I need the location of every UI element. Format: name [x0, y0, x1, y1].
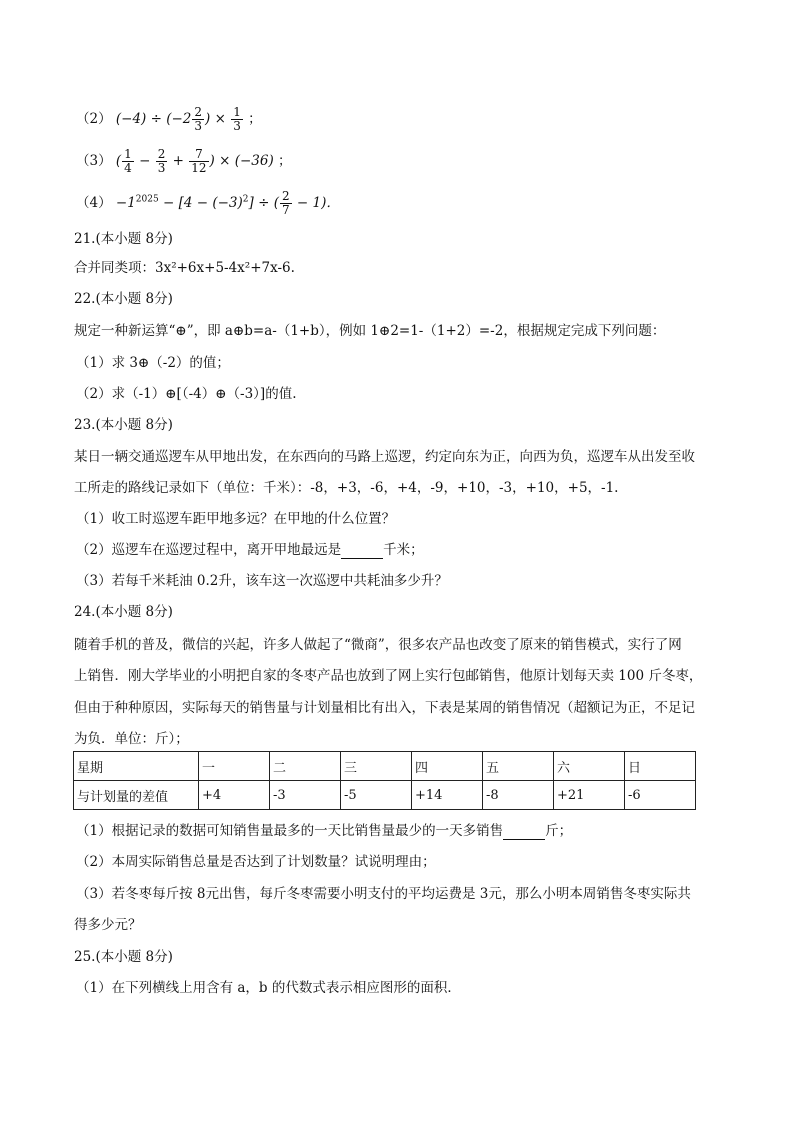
table-cell: -8 — [483, 781, 554, 810]
table-cell: +21 — [554, 781, 625, 810]
table-cell: +4 — [199, 781, 270, 810]
punctuation: ； — [278, 153, 292, 169]
q24-text-line3: 但由于种种原因，实际每天的销售量与计划量相比有出入，下表是某周的销售情况（超额记为正，不足记 — [74, 700, 695, 716]
q24-part1 — [76, 822, 572, 840]
q20-part4 — [76, 190, 340, 217]
fraction — [189, 148, 208, 175]
numerator: 7 — [189, 148, 208, 162]
numerator: 2 — [194, 105, 203, 119]
fraction — [192, 106, 204, 133]
math-operator: + — [172, 153, 184, 169]
table-cell: 二 — [270, 752, 341, 781]
q20-part2 — [76, 106, 262, 133]
table-cell: -6 — [625, 781, 696, 810]
q23-part1: （1）收工时巡逻车距甲地多远？在甲地的什么位置？ — [76, 511, 396, 527]
question-text: （1）根据记录的数据可知销售量最多的一天比销售量最少的一天多销售 — [76, 823, 504, 839]
q21-heading: 21.(本小题 8分) — [74, 231, 173, 247]
math-expr: ] ÷ ( — [248, 195, 279, 211]
q24-text-line4: 为负．单位：斤）； — [74, 731, 189, 747]
exponent: 2025 — [135, 194, 159, 205]
table-cell: +14 — [412, 781, 483, 810]
table-cell: 与计划量的差值 — [74, 781, 199, 810]
answer-blank[interactable] — [341, 544, 383, 559]
math-expr: − 1)． — [292, 195, 340, 211]
numerator: 1 — [233, 105, 241, 119]
numerator: 2 — [157, 147, 166, 161]
fraction — [122, 148, 134, 175]
part-label: （4） — [76, 195, 112, 211]
table-cell: 五 — [483, 752, 554, 781]
q24-heading: 24.(本小题 8分) — [74, 604, 173, 620]
denominator: 7 — [281, 203, 290, 217]
table-header-row — [74, 752, 696, 781]
denominator: 3 — [157, 161, 166, 175]
math-expr: ) × (−36) — [209, 153, 274, 169]
question-text: 斤； — [545, 823, 573, 839]
punctuation: ； — [248, 111, 262, 127]
denominator: 4 — [124, 161, 132, 175]
math-operator: − — [139, 153, 151, 169]
q23-part2 — [76, 541, 424, 559]
numerator: 2 — [281, 189, 290, 203]
math-expr: − [4 − (−3) — [158, 195, 243, 211]
table-cell: 星期 — [74, 752, 199, 781]
denominator: 3 — [233, 119, 241, 133]
q23-text-line2: 工所走的路线记录如下（单位：千米）：-8，+3，-6，+4，-9，+10，-3，+10，+5，-1. — [74, 480, 619, 496]
fraction — [156, 148, 168, 175]
table-cell: 一 — [199, 752, 270, 781]
table-cell: 六 — [554, 752, 625, 781]
question-text: （2）巡逻车在巡逻过程中，离开甲地最远是 — [76, 542, 342, 558]
part-label: （3） — [76, 153, 112, 169]
math-expr: (−4) ÷ (−2 — [115, 111, 192, 127]
q22-part2: （2）求（-1）⊕[（-4）⊕（-3）]的值. — [76, 386, 297, 402]
sales-table — [73, 751, 696, 810]
exponent: 2 — [242, 194, 249, 205]
q22-part1: （1）求 3⊕（-2）的值； — [76, 355, 230, 371]
table-cell: 三 — [341, 752, 412, 781]
table-cell: 四 — [412, 752, 483, 781]
denominator: 12 — [191, 161, 207, 175]
q24-part2: （2）本周实际销售总量是否达到了计划数量？试说明理由； — [76, 854, 436, 870]
math-expr: ( — [115, 153, 122, 169]
table-cell: 日 — [625, 752, 696, 781]
q23-part3: （3）若每千米耗油 0.2升，该车这一次巡逻中共耗油多少升？ — [76, 573, 448, 589]
numerator: 1 — [124, 147, 132, 161]
q24-text-line1: 随着手机的普及，微信的兴起，许多人做起了“微商”，很多农产品也改变了原来的销售模式，实行了网 — [74, 637, 682, 653]
q22-heading: 22.(本小题 8分) — [74, 291, 173, 307]
table-cell: -5 — [341, 781, 412, 810]
q24-part3-line1: （3）若冬枣每斤按 8元出售，每斤冬枣需要小明支付的平均运费是 3元，那么小明本周销售冬枣实际共 — [76, 886, 691, 902]
math-expr: −1 — [115, 195, 136, 211]
table-cell: -3 — [270, 781, 341, 810]
q23-text-line1: 某日一辆交通巡逻车从甲地出发，在东西向的马路上巡逻，约定向东为正，向西为负，巡逻车从出发至收 — [74, 449, 695, 465]
q22-text: 规定一种新运算“⊕”，即 a⊕b=a-（1+b），例如 1⊕2=1-（1+2）=-2，根据规定完成下列问题： — [74, 323, 666, 339]
fraction — [231, 106, 243, 133]
q20-part3 — [76, 148, 292, 175]
q25-heading: 25.(本小题 8分) — [74, 949, 173, 965]
q24-text-line2: 上销售．刚大学毕业的小明把自家的冬枣产品也放到了网上实行包邮销售，他原计划每天卖 100 斤冬枣， — [74, 668, 703, 684]
answer-blank[interactable] — [503, 825, 545, 840]
math-expr: ) × — [205, 111, 226, 127]
q21-text: 合并同类项：3x²+6x+5-4x²+7x-6. — [74, 260, 295, 276]
denominator: 3 — [194, 119, 203, 133]
q24-part3-line2: 得多少元？ — [74, 917, 142, 933]
fraction — [280, 190, 292, 217]
question-text: 千米； — [383, 542, 424, 558]
table-row — [74, 781, 696, 810]
q23-heading: 23.(本小题 8分) — [74, 417, 173, 433]
part-label: （2） — [76, 111, 112, 127]
q25-part1: （1）在下列横线上用含有 a，b 的代数式表示相应图形的面积． — [76, 980, 461, 996]
